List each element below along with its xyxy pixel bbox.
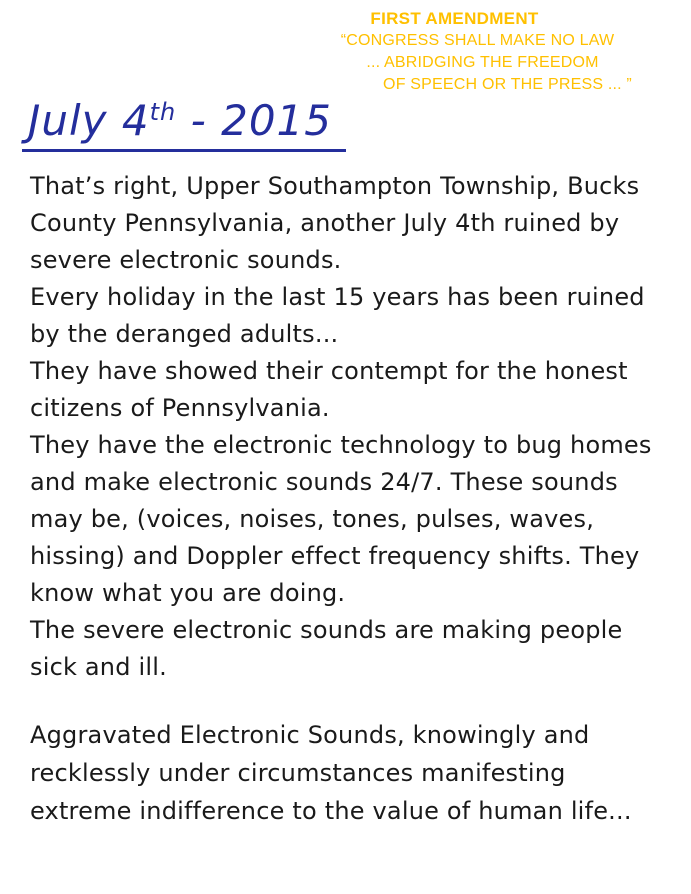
closing-paragraph: Aggravated Electronic Sounds, knowingly and recklessly under circumstances manifesting extreme indifference to the value of human life... xyxy=(30,721,632,825)
page-title-date: July 4 xyxy=(28,96,150,145)
first-amendment-title: FIRST AMENDMENT xyxy=(370,9,539,28)
paragraph-sick: The severe electronic sounds are making people sick and ill. xyxy=(30,616,623,681)
paragraph-technology: They have the electronic technology to bug homes and make electronic sounds 24/7. These sounds may be, (voices, noises, tones, pulses, waves, hissing) and Doppler effect frequency shifts. They know what you are doing. xyxy=(30,431,652,607)
paragraph-intro: That’s right, Upper Southampton Township, Bucks County Pennsylvania, another July 4th ruined by severe electronic sounds. xyxy=(30,172,640,274)
page-title xyxy=(22,96,346,152)
body-text xyxy=(30,168,670,686)
first-amendment-quote-line-3: OF SPEECH OR THE PRESS ... ” xyxy=(383,76,632,93)
paragraph-contempt: They have showed their contempt for the honest citizens of Pennsylvania. xyxy=(30,357,628,422)
page-title-year: - 2015 xyxy=(176,96,332,145)
page-title-ordinal: th xyxy=(149,98,177,126)
first-amendment-quote-line-1: “CONGRESS SHALL MAKE NO LAW xyxy=(340,32,615,49)
first-amendment-quote-line-2: ... ABRIDGING THE FREEDOM xyxy=(366,54,599,71)
first-amendment-header xyxy=(300,8,655,96)
paragraph-holidays: Every holiday in the last 15 years has been ruined by the deranged adults... xyxy=(30,283,645,348)
